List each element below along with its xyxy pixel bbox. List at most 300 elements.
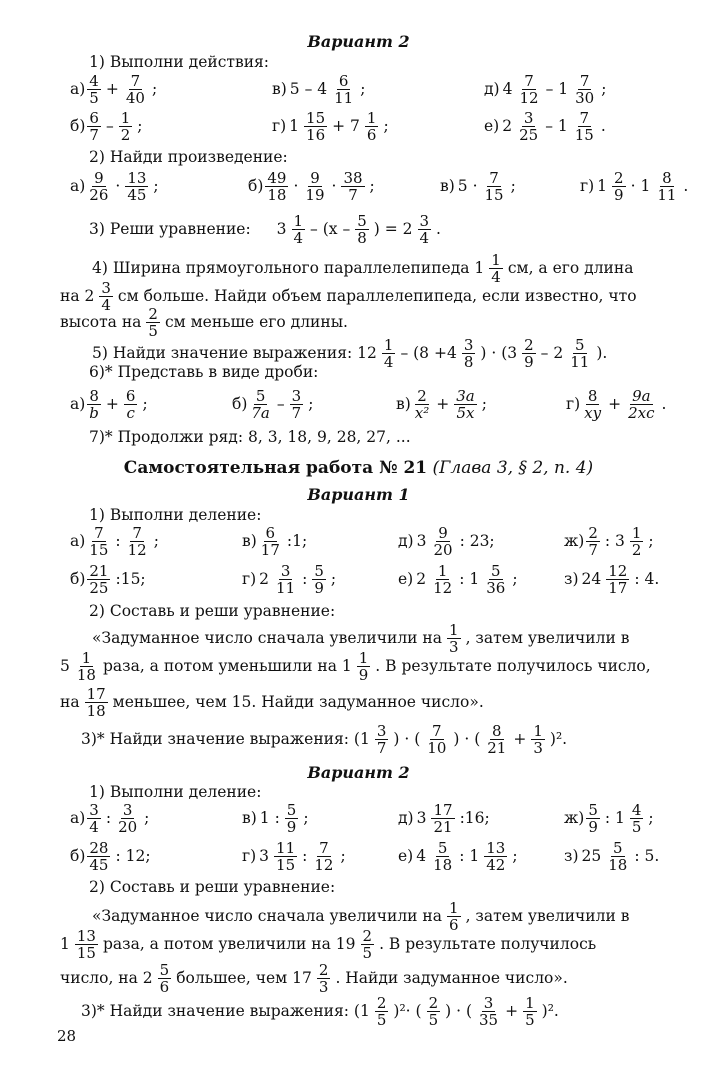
fraction bbox=[606, 840, 629, 873]
text-fragment: :1; bbox=[286, 531, 308, 550]
text-fragment: ; bbox=[512, 569, 518, 588]
text-fragment: · 1 bbox=[630, 176, 651, 195]
item-label: з) bbox=[564, 569, 579, 588]
fraction bbox=[265, 170, 288, 203]
fraction-numerator: 8 bbox=[89, 387, 99, 405]
text-fragment: ; bbox=[151, 79, 158, 98]
text-fragment: 4) Ширина прямоугольного параллелепипеда 1 bbox=[92, 258, 485, 277]
fraction bbox=[382, 337, 396, 370]
task-7-line: 7)* Продолжи ряд: 8, 3, 18, 9, 28, 27, ... bbox=[89, 428, 411, 446]
fraction bbox=[517, 73, 540, 106]
fraction-denominator: 12 bbox=[433, 579, 453, 598]
fraction-numerator: 1 bbox=[366, 109, 377, 127]
text-fragment: 5 – 4 bbox=[289, 79, 328, 98]
fraction-denominator: 6 bbox=[449, 916, 459, 935]
fraction-numerator: 13 bbox=[486, 839, 506, 857]
text-fragment: ; bbox=[144, 808, 150, 827]
text-fragment: ; bbox=[648, 531, 654, 550]
item-expression bbox=[579, 840, 663, 873]
fraction-numerator: 2 bbox=[588, 524, 598, 542]
fraction-numerator: 6 bbox=[265, 524, 276, 542]
fraction bbox=[522, 337, 536, 370]
fraction-numerator: 3 bbox=[463, 336, 474, 354]
item-expression bbox=[85, 525, 162, 558]
fraction bbox=[285, 802, 299, 835]
fraction bbox=[75, 650, 98, 683]
text-fragment: большее, чем 17 bbox=[176, 968, 312, 987]
fraction-denominator: 15 bbox=[89, 541, 109, 560]
fraction bbox=[523, 995, 537, 1028]
text-fragment: + bbox=[436, 394, 450, 413]
item-expression bbox=[256, 563, 339, 596]
text-fragment: 3 bbox=[416, 808, 427, 827]
item-expression bbox=[85, 170, 161, 203]
text-fragment: 3)* Найди значение выражения: (1 bbox=[81, 729, 370, 748]
fraction-denominator: 12 bbox=[314, 856, 334, 875]
fraction-numerator: 3 bbox=[89, 801, 99, 819]
fraction bbox=[249, 388, 272, 421]
fraction-denominator: 7 bbox=[348, 186, 358, 205]
fraction-numerator: 3 bbox=[419, 212, 430, 230]
fraction bbox=[87, 563, 110, 596]
fraction-denominator: xy bbox=[584, 404, 602, 423]
item-expression bbox=[411, 388, 490, 421]
fraction bbox=[274, 840, 297, 873]
fraction-denominator: 7 bbox=[291, 404, 302, 423]
fraction-numerator: 21 bbox=[89, 562, 109, 580]
fraction-denominator: 7a bbox=[251, 404, 270, 423]
task-1-item-v bbox=[272, 73, 368, 106]
fraction bbox=[573, 73, 596, 106]
text-fragment: – (8 +4 bbox=[400, 343, 457, 362]
item-label: г) bbox=[272, 116, 287, 135]
item-expression bbox=[263, 170, 377, 203]
fraction bbox=[292, 213, 306, 246]
text-fragment: : 12; bbox=[115, 846, 151, 865]
fraction-denominator: 5 bbox=[89, 89, 99, 108]
section-title-main: Самостоятельная работа № 21 bbox=[123, 458, 428, 478]
fraction-denominator: 15 bbox=[484, 186, 504, 205]
fraction-numerator: 8 bbox=[587, 387, 598, 405]
item-label: е) bbox=[398, 846, 414, 865]
page-number: 28 bbox=[57, 1027, 77, 1045]
fraction-numerator: 5 bbox=[437, 839, 448, 857]
fraction-denominator: 18 bbox=[267, 186, 287, 205]
item-label: ж) bbox=[564, 808, 585, 827]
fraction-numerator: 1 bbox=[120, 109, 131, 127]
item-label: а) bbox=[70, 394, 86, 413]
text-fragment: . В результате получилось bbox=[379, 934, 597, 953]
fraction bbox=[606, 563, 629, 596]
item-label: в) bbox=[272, 79, 287, 98]
fraction-numerator: 17 bbox=[86, 685, 106, 703]
fraction-denominator: 19 bbox=[305, 186, 325, 205]
text-fragment: 1 bbox=[60, 934, 70, 953]
fraction-denominator: 9 bbox=[524, 353, 534, 372]
v2-task-1-item-b bbox=[70, 840, 154, 873]
text-fragment: : 1 bbox=[459, 569, 480, 588]
fraction-denominator: 11 bbox=[334, 89, 354, 108]
fraction-denominator: 5 bbox=[631, 818, 642, 837]
text-fragment: ; bbox=[383, 116, 389, 135]
fraction-numerator: 5 bbox=[159, 961, 170, 979]
text-fragment: : 23; bbox=[459, 531, 495, 550]
fraction-numerator: 5 bbox=[286, 801, 297, 819]
text-fragment: 5 · bbox=[457, 176, 478, 195]
fraction bbox=[158, 962, 172, 995]
text-fragment: ; bbox=[648, 808, 654, 827]
item-label: г) bbox=[566, 394, 581, 413]
text-fragment: ; bbox=[601, 79, 607, 98]
fraction-denominator: 7 bbox=[89, 126, 99, 145]
v1-task-1-item-g bbox=[242, 563, 339, 596]
v2-task-1-item-e bbox=[398, 840, 521, 873]
fraction-numerator: 7 bbox=[524, 72, 534, 90]
text-fragment: ; bbox=[481, 394, 487, 413]
item-label: а) bbox=[70, 531, 86, 550]
item-expression bbox=[499, 110, 609, 143]
fraction-denominator: c bbox=[126, 404, 135, 423]
text-fragment: . bbox=[683, 176, 689, 195]
fraction-numerator: 9 bbox=[94, 169, 104, 187]
fraction-numerator: 15 bbox=[306, 109, 326, 127]
fraction-denominator: 8 bbox=[357, 229, 367, 248]
fraction-denominator: 7 bbox=[376, 739, 387, 758]
item-label: а) bbox=[70, 79, 86, 98]
fraction bbox=[568, 337, 591, 370]
text-fragment: 3 bbox=[259, 846, 270, 865]
v2-task-1-item-a bbox=[70, 802, 152, 835]
fraction-numerator: 2 bbox=[376, 994, 387, 1012]
fraction-denominator: 9 bbox=[588, 818, 598, 837]
text-fragment: . bbox=[600, 116, 606, 135]
v1-task-2-line-3 bbox=[57, 686, 487, 719]
text-fragment: 3)* Найди значение выражения: (1 bbox=[81, 1001, 370, 1020]
text-fragment: )². bbox=[541, 1001, 559, 1020]
fraction bbox=[274, 563, 297, 596]
text-fragment: число, на 2 bbox=[60, 968, 153, 987]
fraction bbox=[75, 928, 98, 961]
fraction-numerator: 5 bbox=[357, 212, 367, 230]
text-fragment: ; bbox=[340, 846, 346, 865]
v2-task-1-item-d bbox=[398, 802, 493, 835]
text-fragment: 25 bbox=[581, 846, 602, 865]
fraction-denominator: 21 bbox=[487, 739, 507, 758]
text-fragment: , затем увеличили в bbox=[465, 628, 630, 647]
fraction bbox=[582, 388, 603, 421]
item-label: б) bbox=[70, 569, 86, 588]
task-6-label: 6)* Представь в виде дроби: bbox=[89, 363, 319, 381]
fraction-numerator: 5 bbox=[588, 801, 598, 819]
fraction-numerator: 6 bbox=[338, 72, 349, 90]
v2-task-1-item-g bbox=[242, 840, 349, 873]
text-fragment: :15; bbox=[115, 569, 146, 588]
text-fragment: 1 bbox=[597, 176, 608, 195]
fraction-numerator: 2 bbox=[318, 961, 329, 979]
fraction bbox=[355, 213, 369, 246]
task-2-label: 2) Найди произведение: bbox=[89, 148, 288, 166]
fraction-numerator: 1 bbox=[525, 994, 535, 1012]
fraction-denominator: 6 bbox=[159, 978, 170, 997]
fraction-denominator: 42 bbox=[486, 856, 506, 875]
item-expression bbox=[500, 73, 610, 106]
fraction-denominator: 20 bbox=[118, 818, 138, 837]
text-fragment: : 1 bbox=[604, 808, 625, 827]
fraction bbox=[431, 802, 454, 835]
item-expression bbox=[85, 563, 148, 596]
text-fragment: ) · ( bbox=[453, 729, 481, 748]
fraction bbox=[626, 388, 656, 421]
text-fragment: : bbox=[105, 808, 112, 827]
fraction bbox=[483, 170, 506, 203]
fraction bbox=[124, 388, 138, 421]
text-fragment: + bbox=[513, 729, 527, 748]
fraction-denominator: 9 bbox=[286, 818, 297, 837]
fraction-numerator: 7 bbox=[432, 722, 442, 740]
fraction-numerator: 7 bbox=[94, 524, 104, 542]
fraction bbox=[517, 110, 540, 143]
fraction-denominator: 4 bbox=[383, 353, 394, 372]
item-expression bbox=[287, 73, 369, 106]
fraction bbox=[630, 802, 644, 835]
text-fragment: высота на bbox=[60, 312, 142, 331]
fraction-numerator: 3 bbox=[122, 801, 133, 819]
fraction-denominator: 20 bbox=[433, 541, 453, 560]
fraction-numerator: 9 bbox=[310, 169, 320, 187]
fraction bbox=[87, 73, 101, 106]
v1-task-1-item-b bbox=[70, 563, 149, 596]
item-label: е) bbox=[398, 569, 414, 588]
task-3-equation bbox=[274, 213, 444, 246]
section-title bbox=[0, 460, 717, 477]
item-expression bbox=[85, 802, 152, 835]
item-expression bbox=[256, 840, 349, 873]
fraction-denominator: 2xc bbox=[628, 404, 655, 423]
fraction-numerator: 49 bbox=[267, 169, 287, 187]
task-2-item-a bbox=[70, 170, 162, 203]
fraction bbox=[357, 650, 371, 683]
text-fragment: . В результате получилось число, bbox=[375, 656, 651, 675]
fraction bbox=[454, 388, 477, 421]
fraction-numerator: 7 bbox=[489, 169, 499, 187]
fraction-numerator: 3 bbox=[101, 279, 111, 297]
v2-task-2-line-2 bbox=[57, 928, 599, 961]
text-fragment: ) · (3 bbox=[480, 343, 518, 362]
text-fragment: ; bbox=[142, 394, 148, 413]
v2-task-1-label: 1) Выполни деление: bbox=[89, 783, 262, 801]
fraction-denominator: 3 bbox=[533, 739, 543, 758]
fraction-denominator: 35 bbox=[479, 1011, 499, 1030]
fraction-numerator: 7 bbox=[132, 524, 142, 542]
task-6-item-v bbox=[396, 388, 490, 421]
fraction-numerator: 38 bbox=[343, 169, 363, 187]
fraction-denominator: 11 bbox=[657, 186, 677, 205]
text-fragment: . bbox=[436, 219, 441, 238]
fraction-denominator: 4 bbox=[491, 268, 501, 287]
text-fragment: 3 bbox=[276, 219, 287, 238]
item-label: г) bbox=[242, 569, 257, 588]
item-expression bbox=[414, 802, 493, 835]
text-fragment: на bbox=[60, 692, 80, 711]
fraction-numerator: 1 bbox=[293, 212, 304, 230]
fraction-numerator: 13 bbox=[76, 927, 96, 945]
fraction-numerator: 7 bbox=[579, 109, 590, 127]
text-fragment: )²· ( bbox=[393, 1001, 422, 1020]
fraction bbox=[87, 170, 110, 203]
fraction bbox=[87, 525, 110, 558]
text-fragment: : bbox=[115, 531, 121, 550]
text-fragment: · bbox=[293, 176, 299, 195]
fraction-numerator: 1 bbox=[383, 336, 394, 354]
text-fragment: ; bbox=[137, 116, 143, 135]
task-1-item-b bbox=[70, 110, 145, 143]
item-label: а) bbox=[70, 176, 86, 195]
v1-task-3-line bbox=[78, 723, 570, 756]
fraction bbox=[462, 337, 476, 370]
section-title-ref: (Глава 3, § 2, п. 4) bbox=[432, 458, 594, 478]
text-fragment: см больше. Найди объем параллелепипеда, если известно, что bbox=[117, 286, 637, 305]
fraction-numerator: 2 bbox=[524, 336, 534, 354]
fraction-denominator: 15 bbox=[276, 856, 296, 875]
fraction bbox=[116, 802, 139, 835]
item-label: г) bbox=[242, 846, 257, 865]
fraction bbox=[531, 723, 545, 756]
fraction-denominator: 4 bbox=[101, 296, 111, 315]
fraction-numerator: 2 bbox=[428, 994, 439, 1012]
fraction bbox=[146, 306, 160, 339]
text-fragment: : 4. bbox=[634, 569, 660, 588]
fraction-denominator: 9 bbox=[614, 186, 624, 205]
text-fragment: ; bbox=[369, 176, 375, 195]
item-label: д) bbox=[398, 808, 414, 827]
item-expression bbox=[580, 388, 669, 421]
fraction bbox=[85, 686, 108, 719]
item-label: б) bbox=[70, 116, 86, 135]
fraction-numerator: 4 bbox=[89, 72, 99, 90]
v1-task-1-item-z bbox=[564, 563, 662, 596]
fraction-denominator: 4 bbox=[89, 818, 99, 837]
fraction-numerator: 1 bbox=[449, 899, 459, 917]
text-fragment: : 3 bbox=[604, 531, 625, 550]
fraction-numerator: 2 bbox=[148, 305, 158, 323]
fraction-denominator: 15 bbox=[76, 944, 96, 963]
fraction bbox=[375, 995, 389, 1028]
fraction-numerator: 3 bbox=[291, 387, 302, 405]
task-1-item-a bbox=[70, 73, 160, 106]
task-3-line bbox=[89, 213, 444, 246]
item-expression bbox=[85, 388, 150, 421]
fraction-numerator: 3 bbox=[280, 562, 291, 580]
text-fragment: 4 bbox=[502, 79, 513, 98]
fraction-denominator: 2 bbox=[120, 126, 131, 145]
fraction-numerator: 5 bbox=[255, 387, 266, 405]
fraction bbox=[586, 802, 600, 835]
fraction-denominator: 18 bbox=[86, 702, 106, 721]
fraction bbox=[124, 73, 147, 106]
item-expression bbox=[257, 525, 310, 558]
item-label: е) bbox=[484, 116, 500, 135]
fraction-denominator: 36 bbox=[486, 579, 506, 598]
fraction-numerator: 7 bbox=[319, 839, 329, 857]
fraction-denominator: 45 bbox=[89, 856, 109, 875]
item-label: б) bbox=[232, 394, 248, 413]
text-fragment: + bbox=[105, 79, 119, 98]
fraction-denominator: 10 bbox=[427, 739, 447, 758]
fraction-denominator: 2 bbox=[631, 541, 642, 560]
text-fragment: ; bbox=[308, 394, 314, 413]
v2-task-1-item-z bbox=[564, 840, 662, 873]
text-fragment: :16; bbox=[459, 808, 490, 827]
text-fragment: 2 bbox=[416, 569, 427, 588]
fraction bbox=[87, 802, 101, 835]
fraction-numerator: 2 bbox=[362, 927, 373, 945]
item-label: в) bbox=[242, 808, 257, 827]
fraction-denominator: 11 bbox=[570, 353, 590, 372]
fraction bbox=[304, 110, 327, 143]
fraction-numerator: 11 bbox=[276, 839, 296, 857]
item-expression bbox=[85, 73, 160, 106]
fraction-numerator: 5 bbox=[490, 562, 501, 580]
fraction bbox=[259, 525, 282, 558]
fraction bbox=[612, 170, 626, 203]
text-fragment: ; bbox=[512, 846, 518, 865]
v1-task-1-item-e bbox=[398, 563, 521, 596]
item-expression bbox=[584, 525, 656, 558]
text-fragment: + bbox=[505, 1001, 519, 1020]
text-fragment: ; bbox=[360, 79, 366, 98]
task-4-line-3 bbox=[57, 306, 351, 339]
text-fragment: . Найди задуманное число». bbox=[335, 968, 568, 987]
fraction bbox=[427, 995, 441, 1028]
text-fragment: 5) Найди значение выражения: 12 bbox=[92, 343, 377, 362]
v1-task-1-item-a bbox=[70, 525, 162, 558]
fraction bbox=[317, 962, 331, 995]
text-fragment: : 1 bbox=[459, 846, 480, 865]
item-label: г) bbox=[580, 176, 595, 195]
text-fragment: – bbox=[105, 116, 114, 135]
fraction-denominator: b bbox=[89, 404, 99, 423]
fraction-numerator: 1 bbox=[533, 722, 543, 740]
text-fragment: – 1 bbox=[545, 116, 568, 135]
fraction-denominator: 5 bbox=[525, 1011, 535, 1030]
text-fragment: )². bbox=[549, 729, 568, 748]
variant-2-heading: Вариант 2 bbox=[307, 32, 410, 51]
fraction-denominator: 5x bbox=[456, 404, 475, 423]
fraction-numerator: 6 bbox=[125, 387, 136, 405]
v1-task-2-label: 2) Составь и реши уравнение: bbox=[89, 602, 336, 620]
fraction bbox=[87, 110, 101, 143]
text-fragment: ; bbox=[330, 569, 337, 588]
fraction-denominator: 21 bbox=[433, 818, 453, 837]
item-expression bbox=[584, 802, 656, 835]
v1-task-1-item-zh bbox=[564, 525, 657, 558]
text-fragment: · bbox=[115, 176, 121, 195]
fraction bbox=[418, 213, 432, 246]
fraction bbox=[477, 995, 500, 1028]
text-fragment: , затем увеличили в bbox=[465, 906, 630, 925]
item-label: д) bbox=[398, 531, 414, 550]
fraction-numerator: 5 bbox=[574, 336, 585, 354]
fraction-numerator: 13 bbox=[127, 169, 147, 187]
fraction-denominator: 9 bbox=[358, 666, 369, 685]
fraction bbox=[630, 525, 644, 558]
fraction-denominator: 26 bbox=[89, 186, 109, 205]
v2-task-1-item-v bbox=[242, 802, 312, 835]
text-fragment: 5 bbox=[60, 656, 70, 675]
text-fragment: 2 bbox=[259, 569, 270, 588]
text-fragment: + 7 bbox=[332, 116, 360, 135]
task-6-item-b bbox=[232, 388, 316, 421]
